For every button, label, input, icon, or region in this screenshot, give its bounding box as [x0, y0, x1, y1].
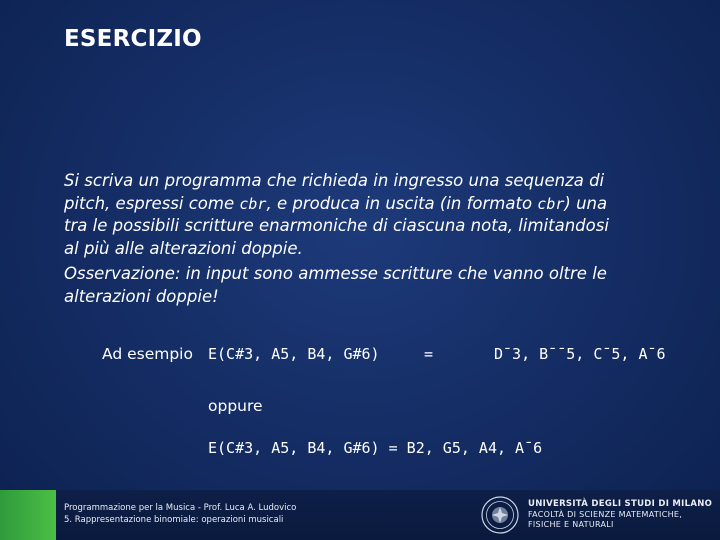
code-cbr-2: cbr: [537, 194, 565, 213]
exercise-line-2: [64, 193, 684, 216]
slide-title: ESERCIZIO: [64, 26, 202, 52]
faculty-line-1: FACOLTÀ DI SCIENZE MATEMATICHE,: [528, 509, 683, 519]
university-name: [528, 499, 712, 531]
exercise-text: [64, 170, 684, 308]
example-expression-2: E(C#3, A5, B4, G#6) = B2, G5, A4, A¯6: [208, 439, 543, 457]
code-cbr: cbr: [239, 194, 267, 213]
exercise-line-2-a: pitch, espressi come: [64, 193, 240, 213]
footer-accent-block: [0, 490, 56, 540]
example-equals: =: [424, 345, 434, 363]
observation-line-1: Osservazione: in input sono ammesse scritture che vanno oltre le: [64, 264, 607, 283]
observation-line-2: alterazioni doppie!: [64, 286, 219, 306]
university-seal-icon: [480, 495, 520, 535]
example-label: Ad esempio: [102, 345, 193, 363]
exercise-line-3: tra le possibili scritture enarmoniche di ciascuna nota, limitandosi: [64, 216, 609, 235]
footer-course: Programmazione per la Musica - Prof. Luca A. Ludovico: [64, 503, 297, 513]
exercise-line-4: al più alle alterazioni doppie.: [64, 238, 303, 258]
footer-lesson: 5. Rappresentazione binomiale: operazioni musicali: [64, 514, 284, 525]
footer-course-info: [64, 503, 296, 526]
example-result: D¯3, B¯¯5, C¯5, A¯6: [494, 345, 666, 363]
example-expression: E(C#3, A5, B4, G#6): [208, 345, 380, 363]
example-or: oppure: [208, 397, 263, 415]
faculty-line-2: FISICHE E NATURALI: [528, 520, 614, 529]
exercise-line-2-c: ) una: [564, 193, 608, 213]
exercise-line-2-b: , e produca in uscita (in formato: [266, 193, 538, 213]
university-title: UNIVERSITÀ DEGLI STUDI DI MILANO: [528, 499, 713, 509]
exercise-line-1: Si scriva un programma che richieda in ingresso una sequenza di: [64, 171, 605, 190]
